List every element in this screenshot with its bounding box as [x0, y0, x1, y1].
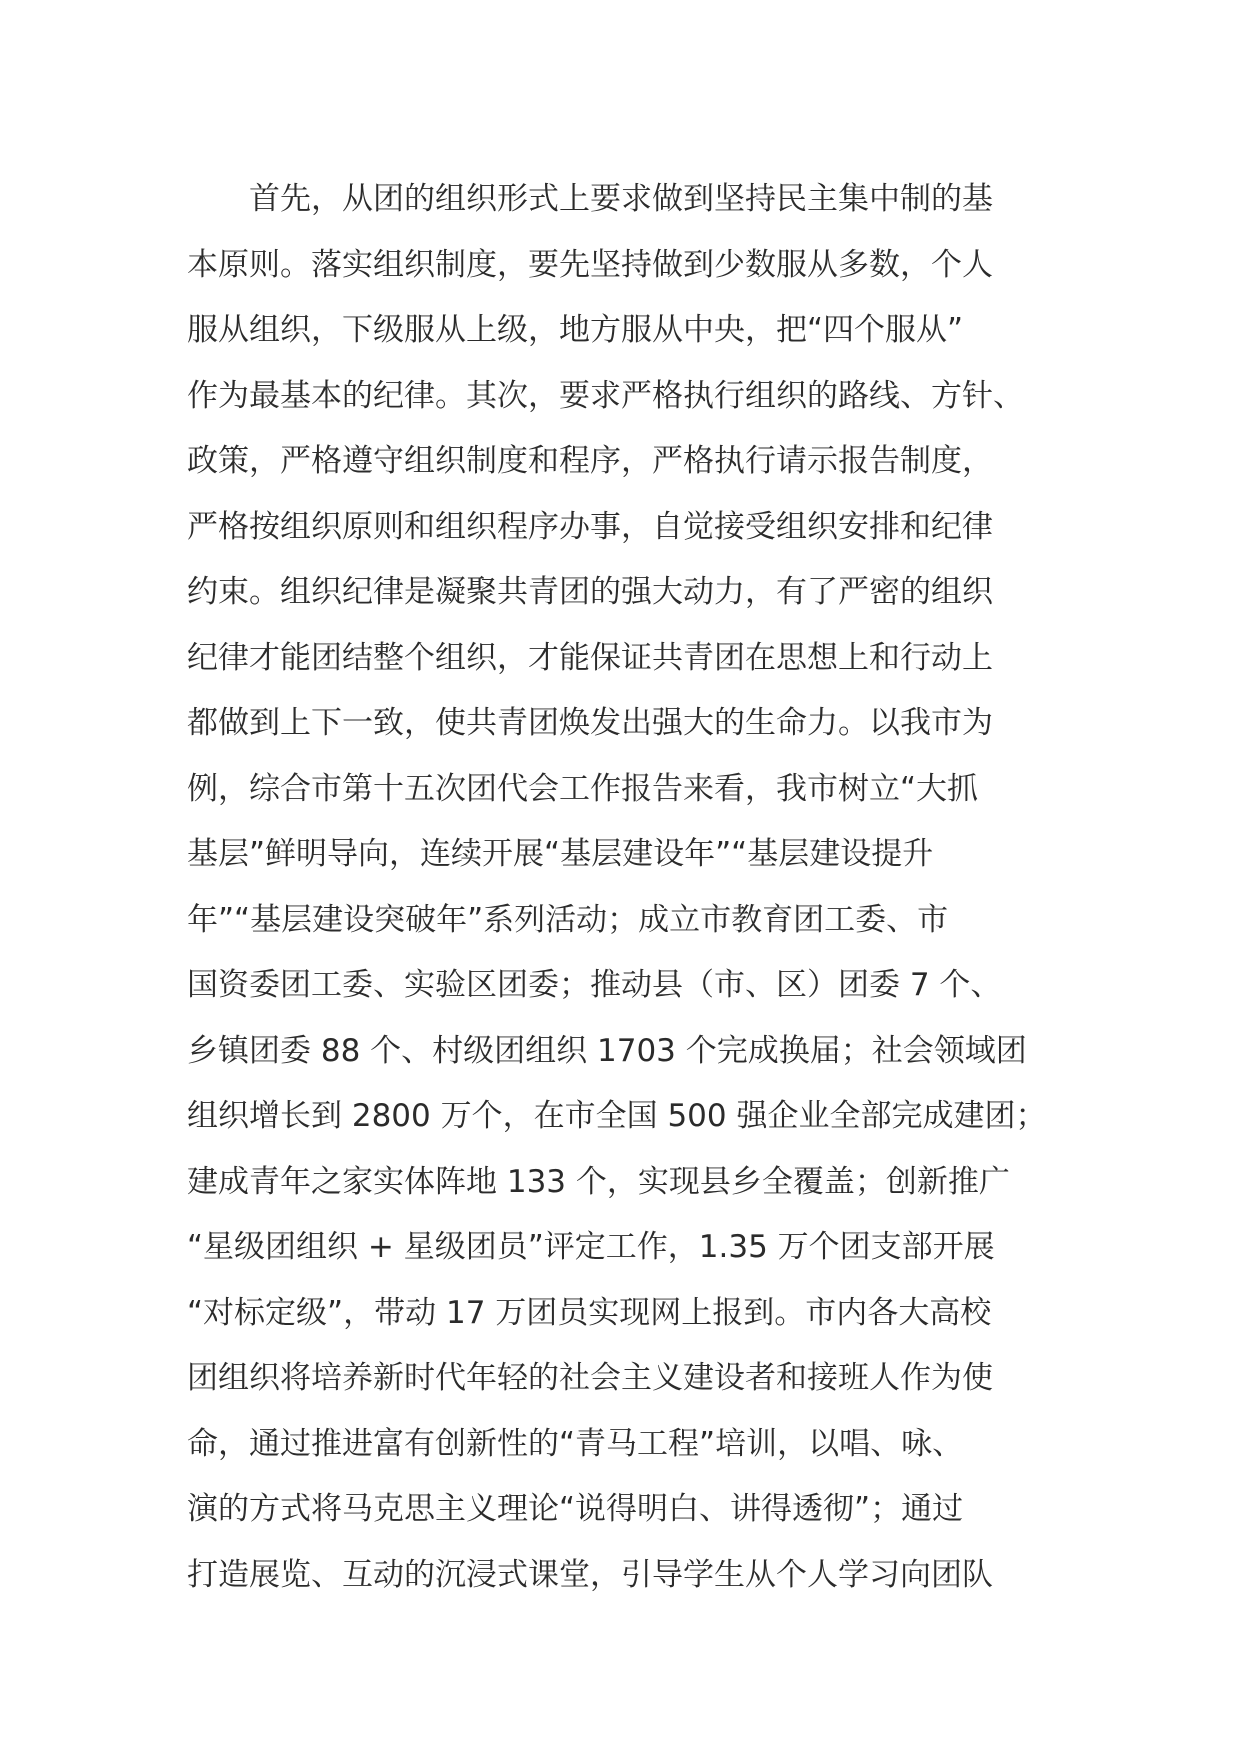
text-line-17: “星级团组织 + 星级团员”评定工作，1.35 万个团支部开展: [187, 1229, 995, 1265]
text-line-16: 建成青年之家实体阵地 133 个，实现县乡全覆盖；创新推广: [187, 1163, 1010, 1200]
text-line-4: 作为最基本的纪律。其次，要求严格执行组织的路线、方针、: [187, 377, 1024, 414]
text-line-19: 团组织将培养新时代年轻的社会主义建设者和接班人作为使: [187, 1360, 993, 1396]
text-line-21: 演的方式将马克思主义理论“说得明白、讲得透彻”；通过: [187, 1491, 964, 1527]
text-line-15: 组织增长到 2800 万个，在市全国 500 强企业全部完成建团；: [187, 1098, 1047, 1134]
text-line-22: 打造展览、互动的沉浸式课堂，引导学生从个人学习向团队: [187, 1556, 993, 1593]
text-line-18: “对标定级”，带动 17 万团员实现网上报到。市内各大高校: [187, 1294, 992, 1331]
text-line-14: 乡镇团委 88 个、村级团组织 1703 个完成换届；社会领域团: [187, 1032, 1027, 1069]
text-line-11: 基层”鲜明导向，连续开展“基层建设年”“基层建设提升: [187, 836, 934, 872]
text-line-5: 政策，严格遵守组织制度和程序，严格执行请示报告制度，: [187, 443, 993, 479]
body-paragraph: [187, 167, 1067, 1608]
text-line-9: 都做到上下一致，使共青团焕发出强大的生命力。以我市为: [187, 705, 993, 741]
text-line-2: 本原则。落实组织制度，要先坚持做到少数服从多数，个人: [187, 246, 993, 283]
text-line-7: 约束。组织纪律是凝聚共青团的强大动力，有了严密的组织: [187, 574, 993, 610]
text-line-8: 纪律才能团结整个组织，才能保证共青团在思想上和行动上: [187, 639, 993, 676]
text-line-1: 首先，从团的组织形式上要求做到坚持民主集中制的基: [187, 181, 993, 217]
text-line-12: 年”“基层建设突破年”系列活动；成立市教育团工委、市: [187, 901, 949, 938]
text-line-13: 国资委团工委、实验区团委；推动县（市、区）团委 7 个、: [187, 967, 1002, 1003]
text-line-6: 严格按组织原则和组织程序办事，自觉接受组织安排和纪律: [187, 508, 993, 545]
text-line-20: 命，通过推进富有创新性的“青马工程”培训，以唱、咏、: [187, 1425, 964, 1462]
text-line-3: 服从组织，下级服从上级，地方服从中央，把“四个服从”: [187, 312, 964, 348]
text-line-10: 例，综合市第十五次团代会工作报告来看，我市树立“大抓: [187, 770, 979, 807]
